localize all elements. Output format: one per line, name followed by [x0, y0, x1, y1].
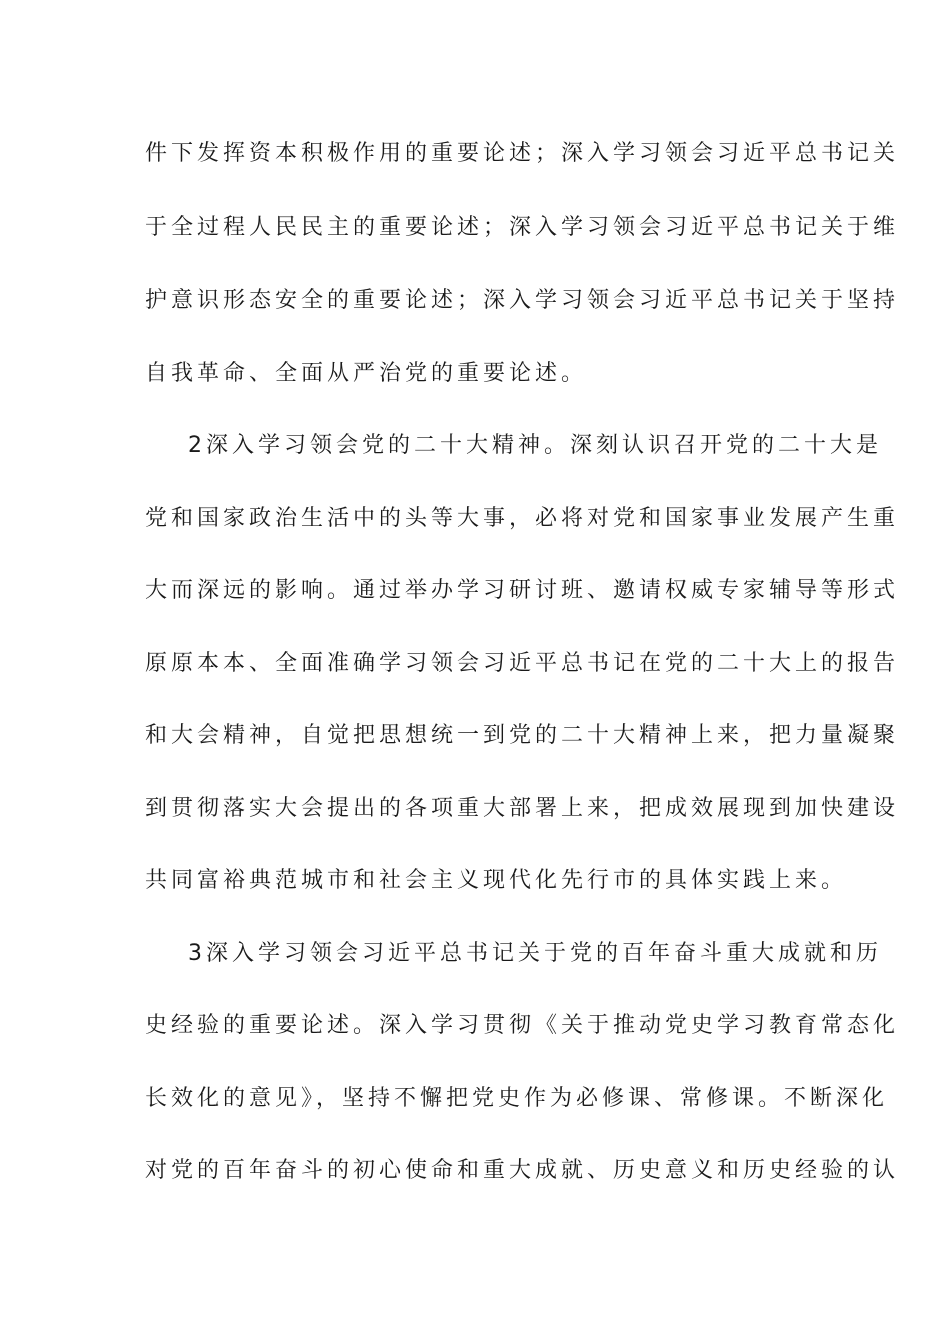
text-line: 和大会精神，自觉把思想统一到党的二十大精神上来，把力量凝聚 — [145, 723, 900, 748]
text-line: 到贯彻落实大会提出的各项重大部署上来，把成效展现到加快建设 — [145, 796, 900, 821]
text-line: 护意识形态安全的重要论述；深入学习领会习近平总书记关于坚持 — [145, 288, 900, 313]
text-line: 党和国家政治生活中的头等大事，必将对党和国家事业发展产生重 — [145, 506, 900, 531]
text-line: 对党的百年奋斗的初心使命和重大成就、历史意义和历史经验的认 — [145, 1158, 900, 1183]
text-line: 长效化的意见》，坚持不懈把党史作为必修课、常修课。不断深化 — [145, 1086, 889, 1111]
text-line: 大而深远的影响。通过举办学习研讨班、邀请权威专家辅导等形式 — [145, 578, 900, 603]
text-line: 自我革命、全面从严治党的重要论述。 — [145, 361, 588, 386]
text-line: 史经验的重要论述。深入学习贯彻《关于推动党史学习教育常态化 — [145, 1013, 900, 1038]
text-line: 原原本本、全面准确学习领会习近平总书记在党的二十大上的报告 — [145, 651, 900, 676]
paragraph-start-line: 3深入学习领会习近平总书记关于党的百年奋斗重大成就和历 — [188, 941, 882, 966]
text-line: 于全过程人民民主的重要论述；深入学习领会习近平总书记关于维 — [145, 215, 900, 240]
paragraph-start-line: 2深入学习领会党的二十大精神。深刻认识召开党的二十大是 — [188, 433, 882, 458]
text-line: 件下发挥资本积极作用的重要论述；深入学习领会习近平总书记关 — [145, 141, 900, 166]
text-line: 共同富裕典范城市和社会主义现代化先行市的具体实践上来。 — [145, 868, 848, 893]
